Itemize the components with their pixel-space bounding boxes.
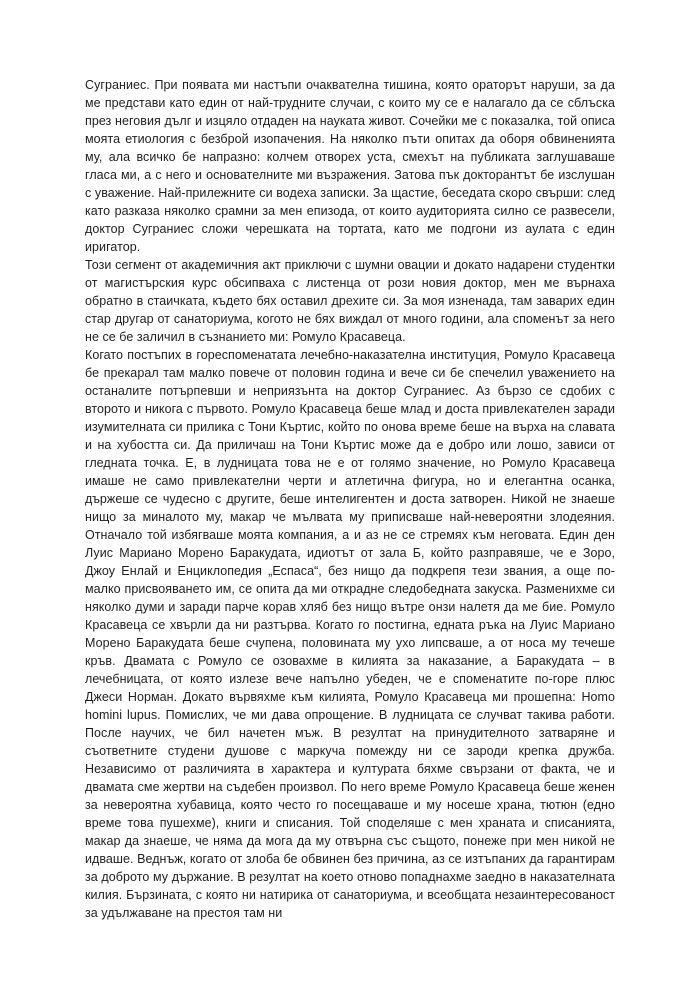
paragraph: Когато постъпих в гореспоменатата лечебно-наказателна институция, Ромуло Красавеца бе прекарал там малко повече от половин година и вече си бе спечелил уважението на останалите потърпевши и неприязънта на доктор Суграниес. Аз бързо се сдобих с второто и никога с първото. Ромуло Красавеца беше млад и доста привлекателен заради изумителната си прилика с Тони Къртис, който по онова време беше на върха на славата и на хубостта си. Да приличаш на Тони Къртис може да е добро или лошо, зависи от гледната точка. Е, в лудницата това не е от голямо значение, но Ромуло Красавеца имаше не само привлекателни черти и атлетична фигура, но и елегантна осанка, държеше се чудесно с другите, беше интелигентен и доста затворен. Никой не знаеше нищо за миналото му, макар че мълвата му приписваше най-невероятни злодеяния. Отначало той избягваше моята компания, а и аз не се стремях към неговата. Един ден Луис Мариано Морено Баракудата, идиотът от зала Б, който разправяше, че е Зоро, Джоу Енлай и Енциклопедия „Еспаса“, без нищо да подкрепя тези звания, а още по-малко присвояването им, се опита да ми открадне следобедната закуска. Разменихме си няколко думи и заради парче корав хляб без нищо вътре онзи налетя да ме бие. Ромуло Красавеца се хвърли да ни разтърва. Когато го постигна, едната ръка на Луис Мариано Морено Баракудата беше счупена, половината му ухо липсваше, а от носа му течеше кръв. Двамата с Ромуло се озовахме в килията за наказание, а Баракудата – в лечебницата, от която излезе вече напълно убеден, че е споменатите по-горе плюс Джеси Норман. Докато вървяхме към килията, Ромуло Красавеца ми прошепна: Homo homini lupus. Помислих, че ми дава опрощение. В лудницата се случват такива работи. После научих, че бил начетен мъж. В резултат на принудителното затваряне и съответните студени душове с маркуча помежду ни се зароди крепка дружба. Независимо от различията в характера и културата бяхме свързани от факта, че и двамата сме жертви на съдебен произвол. По него време Ромуло Красавеца беше женен за невероятна хубавица, която често го посещаваше и му носеше храна, тютюн (едно време това пушехме), книги и списания. Той споделяше с мен храната и списанията, макар да знаеше, че няма да мога да му отвърна със същото, понеже при мен никой не идваше. Веднъж, когато от злоба бе обвинен без причина, аз се изтъпаних да гарантирам за доброто му държание. В резултат на което отново попаднахме заедно в наказателната килия. Бързината, с която ни натирика от санаториума, и всеобщата незаинтересованост за удължаване на престоя там ни [85,348,615,920]
document-body [85,76,615,922]
paragraph: Този сегмент от академичния акт приключи с шумни овации и докато надарени студентки от магистърския курс обсипваха с листенца от рози новия доктор, мен ме върнаха обратно в стаичката, където бях оставил дрехите си. За моя изненада, там заварих един стар другар от санаториума, когото не бях виждал от много години, ала споменът за него не се бе заличил в съзнанието ми: Ромуло Красавеца. [85,258,615,344]
paragraph: Суграниес. При появата ми настъпи очаквателна тишина, която ораторът наруши, за да ме представи като един от най-трудните случаи, с които му се е налагало да се сблъска през неговия дълг и изцяло отдаден на науката живот. Сочейки ме с показалка, той описа моята етиология с безброй изопачения. На няколко пъти опитах да оборя обвиненията му, ала всичко бе напразно: колчем отворех уста, смехът на публиката заглушаваше гласа ми, а с него и основателните ми възражения. Затова пък докторантът бе изслушан с уважение. Най-прилежните си водеха записки. За щастие, беседата скоро свърши: след като разказа няколко срамни за мен епизода, от които аудиторията силно се развесели, доктор Суграниес сложи черешката на тортата, като ме подгони из аулата с един иригатор. [85,78,615,254]
